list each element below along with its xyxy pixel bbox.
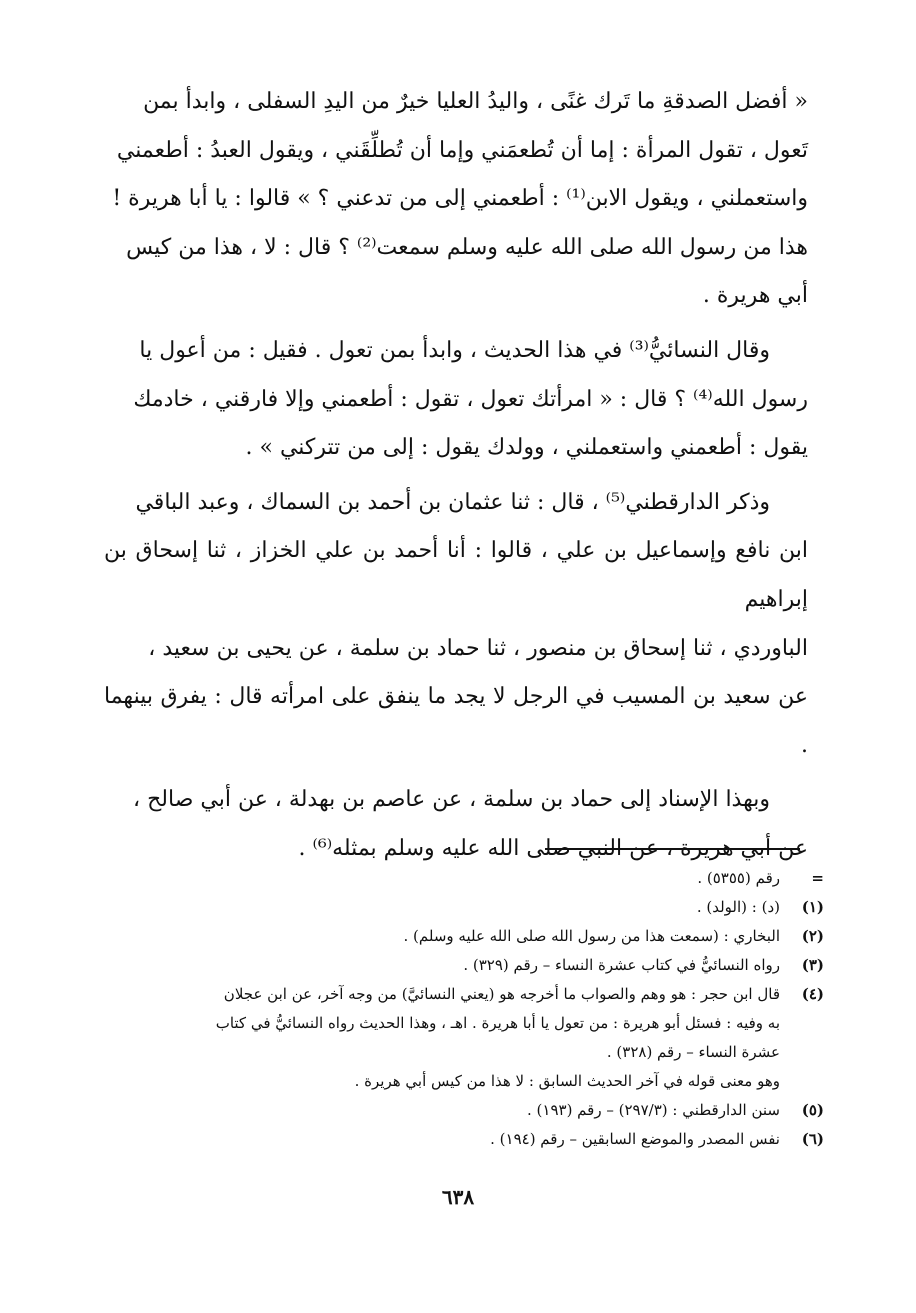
footnote-4 [104, 980, 824, 1096]
text-line: عن أبي هريرة ، عن النبي صلى الله عليه وسلم بمثله⁽⁶⁾ . [298, 835, 808, 861]
footnote-5 [104, 1096, 824, 1125]
text-line: وقال النسائيُّ⁽³⁾ في هذا الحديث ، وابدأ بمن تعول . فقيل : من أعول يا [139, 337, 770, 363]
footnote-line: به وفيه : فسئل أبو هريرة : من تعول يا أبا هريرة . اهـ ، وهذا الحديث رواه النسائيُّ في كتاب [215, 1014, 780, 1032]
footnote-line: البخاري : (سمعت هذا من رسول الله صلى الله عليه وسلم) . [403, 927, 780, 945]
footnote-marker: = [811, 869, 824, 887]
footnote-1 [104, 893, 824, 922]
text-line: « أفضل الصدقةِ ما تَرك غنًى ، واليدُ العليا خيرٌ من اليدِ السفلى ، وابدأ بمن [143, 89, 808, 114]
footnote-text [104, 980, 780, 1096]
footnote-line: رقم (٥٣٥٥) . [697, 869, 780, 887]
footnote-3 [104, 951, 824, 980]
footnote-number: (٣) [801, 956, 824, 974]
paragraph-4 [104, 776, 808, 873]
footnote-number: (٢) [801, 927, 824, 945]
footnote-number: (٤) [801, 985, 824, 1003]
paragraph-2 [104, 327, 808, 473]
footnote-number: (١) [801, 898, 824, 916]
footnote-line: نفس المصدر والموضع السابقين – رقم (١٩٤) . [490, 1130, 780, 1148]
footnote-text [104, 922, 780, 951]
footnote-line: (د) : (الولد) . [696, 898, 780, 916]
footnote-number: (٦) [801, 1130, 824, 1148]
text-line: عن سعيد بن المسيب في الرجل لا يجد ما ينفق على امرأته قال : يفرق بينهما . [104, 684, 808, 758]
footnote-text [104, 893, 780, 922]
footnote-text [104, 951, 780, 980]
page-number: ٦٣٨ [441, 1185, 475, 1209]
footnote-separator [545, 848, 800, 850]
footnote-text [104, 1125, 780, 1154]
footnote-6 [104, 1125, 824, 1154]
paragraph-1 [104, 78, 808, 321]
text-line: رسول الله⁽⁴⁾ ؟ قال : « امرأتك تعول ، تقول : أطعمني وإلا فارقني ، خادمك [133, 386, 808, 412]
footnote-line: رواه النسائيُّ في كتاب عشرة النساء – رقم (٣٢٩) . [463, 956, 780, 974]
footnote-continuation [104, 864, 824, 893]
footnotes [104, 864, 824, 1154]
text-line: وبهذا الإسناد إلى حماد بن سلمة ، عن عاصم بن بهدلة ، عن أبي صالح ، [133, 787, 770, 813]
text-line: هذا من رسول الله صلى الله عليه وسلم سمعت⁽²⁾ ؟ قال : لا ، هذا من كيس [126, 234, 808, 260]
footnote-line: وهو معنى قوله في آخر الحديث السابق : لا هذا من كيس أبي هريرة . [354, 1072, 780, 1090]
footnote-line: قال ابن حجر : هو وهم والصواب ما أخرجه هو (يعني النسائيَّ) من وجه آخر، عن ابن عجلان [223, 985, 780, 1003]
footnote-text [104, 864, 780, 893]
footnote-number: (٥) [801, 1101, 824, 1119]
text-line: أبي هريرة . [702, 283, 808, 309]
footnote-line: عشرة النساء – رقم (٣٢٨) . [606, 1043, 780, 1061]
footnote-text [104, 1096, 780, 1125]
text-line: تَعول ، تقول المرأة : إما أن تُطعمَني وإما أن تُطلِّقَني ، ويقول العبدُ : أطعمني [116, 137, 808, 163]
text-line: الباوردي ، ثنا إسحاق بن منصور ، ثنا حماد بن سلمة ، عن يحيى بن سعيد ، [148, 635, 808, 661]
footnote-2 [104, 922, 824, 951]
text-line: واستعملني ، ويقول الابن⁽¹⁾ : أطعمني إلى من تدعني ؟ » قالوا : يا أبا هريرة ! [112, 186, 808, 212]
text-line: وذكر الدارقطني⁽⁵⁾ ، قال : ثنا عثمان بن أحمد بن السماك ، وعبد الباقي [135, 489, 770, 515]
main-text [104, 78, 808, 874]
text-line: ابن نافع وإسماعيل بن علي ، قالوا : أنا أحمد بن علي الخزاز ، ثنا إسحاق بن إبراهيم [104, 538, 808, 612]
paragraph-3 [104, 479, 808, 771]
footnote-line: سنن الدارقطني : (٢٩٧/٣) – رقم (١٩٣) . [527, 1101, 780, 1119]
text-line: يقول : أطعمني واستعملني ، وولدك يقول : إلى من تتركني » . [245, 435, 808, 461]
